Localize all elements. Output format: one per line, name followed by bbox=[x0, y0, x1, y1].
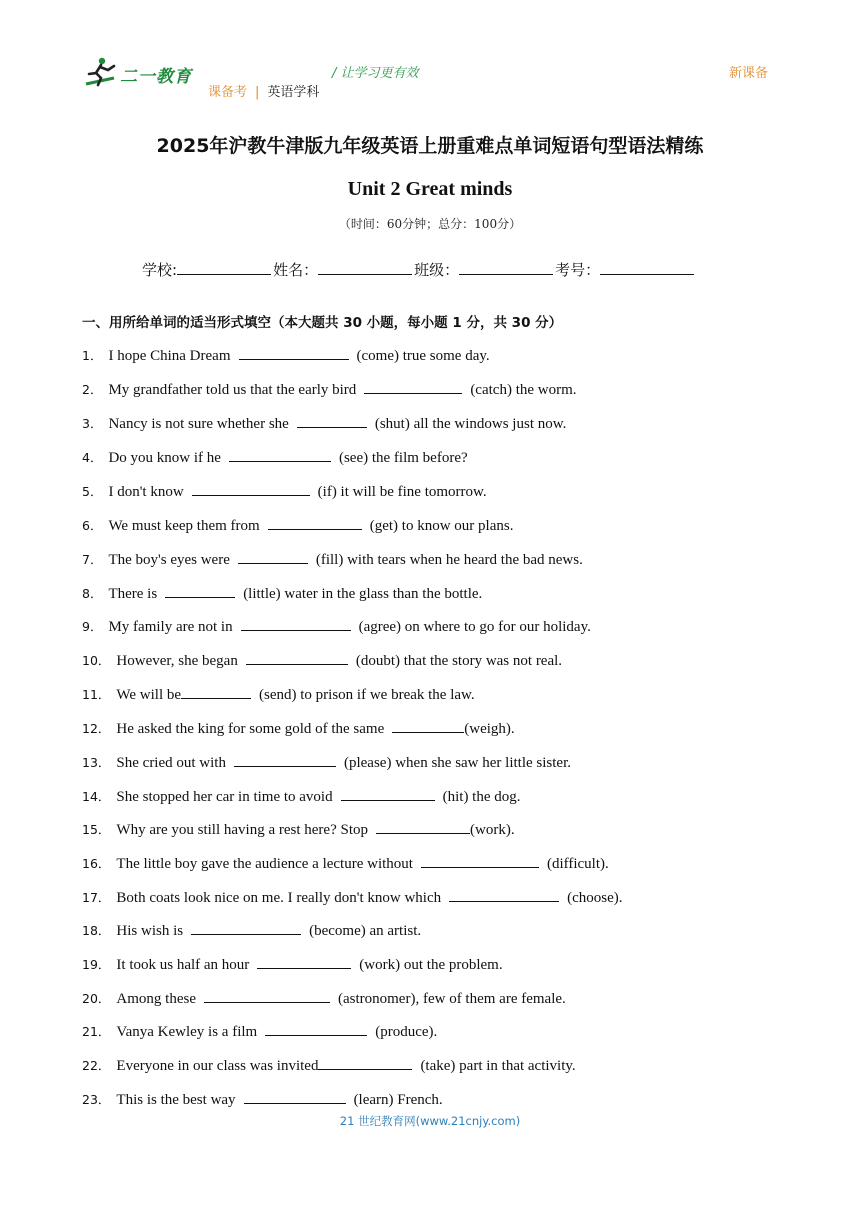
question-item bbox=[82, 515, 513, 535]
question-item bbox=[82, 379, 577, 399]
question-text-before: I don't know bbox=[108, 484, 184, 500]
info-number-label: 考号： bbox=[555, 261, 601, 279]
question-item bbox=[82, 819, 515, 839]
question-item bbox=[82, 1021, 437, 1041]
info-name-blank[interactable] bbox=[318, 260, 412, 275]
question-number: 7． bbox=[82, 552, 103, 567]
question-text-before: My grandfather told us that the early bird bbox=[108, 382, 357, 398]
question-text-before: I hope China Dream bbox=[108, 348, 231, 364]
info-class-blank[interactable] bbox=[459, 260, 553, 275]
question-text-before: Everyone in our class was invited bbox=[116, 1058, 319, 1074]
question-text-after: (work). bbox=[470, 822, 515, 838]
question-number: 5． bbox=[82, 484, 103, 499]
question-text-after: (see) the film before? bbox=[338, 450, 468, 466]
info-number-blank[interactable] bbox=[600, 260, 694, 275]
answer-blank[interactable] bbox=[297, 413, 367, 428]
question-number: 16． bbox=[82, 856, 111, 871]
answer-blank[interactable] bbox=[265, 1021, 367, 1036]
question-number: 20． bbox=[82, 991, 111, 1006]
question-text-before: He asked the king for some gold of the same bbox=[116, 721, 385, 737]
question-number: 8． bbox=[82, 586, 103, 601]
question-text-before: Both coats look nice on me. I really don't know which bbox=[116, 890, 442, 906]
question-text-before: It took us half an hour bbox=[116, 957, 250, 973]
answer-blank[interactable] bbox=[229, 447, 331, 462]
brand-logo bbox=[84, 56, 194, 88]
nav-secondary: 英语学科 bbox=[267, 85, 320, 100]
question-number: 17． bbox=[82, 890, 111, 905]
logo-text: 二一教育 bbox=[120, 67, 192, 87]
question-text-after: (weigh). bbox=[464, 721, 515, 737]
answer-blank[interactable] bbox=[341, 786, 435, 801]
question-text-after: (get) to know our plans. bbox=[369, 518, 514, 534]
question-item bbox=[82, 616, 591, 636]
question-item bbox=[82, 853, 609, 873]
question-number: 14． bbox=[82, 789, 111, 804]
answer-blank[interactable] bbox=[191, 920, 301, 935]
question-number: 6． bbox=[82, 518, 103, 533]
answer-blank[interactable] bbox=[257, 954, 351, 969]
question-text-after: (catch) the worm. bbox=[470, 382, 577, 398]
question-text-before: Why are you still having a rest here? Stop bbox=[116, 822, 369, 838]
question-number: 22． bbox=[82, 1058, 111, 1073]
question-text-before: His wish is bbox=[116, 923, 184, 939]
question-item bbox=[82, 684, 475, 704]
answer-blank[interactable] bbox=[192, 481, 310, 496]
slogan: / 让学习更有效 bbox=[332, 66, 419, 81]
question-number: 10． bbox=[82, 653, 111, 668]
page-header bbox=[0, 0, 860, 110]
time-score: （时间：60分钟；总分：100分） bbox=[338, 217, 522, 231]
question-text-after: (shut) all the windows just now. bbox=[374, 416, 567, 432]
answer-blank[interactable] bbox=[165, 583, 235, 598]
question-item bbox=[82, 650, 562, 670]
question-number: 4． bbox=[82, 450, 103, 465]
unit-title: Unit 2 Great minds bbox=[347, 178, 513, 200]
question-item bbox=[82, 887, 623, 907]
answer-blank[interactable] bbox=[421, 853, 539, 868]
question-text-before: She cried out with bbox=[116, 755, 226, 771]
question-text-after: (doubt) that the story was not real. bbox=[355, 653, 563, 669]
question-text-before: We will be bbox=[116, 687, 182, 703]
question-text-before: The little boy gave the audience a lecture without bbox=[116, 856, 413, 872]
answer-blank[interactable] bbox=[244, 1089, 346, 1104]
nav-primary: 课备考 bbox=[208, 85, 248, 100]
question-text-after: (choose). bbox=[567, 890, 623, 906]
question-number: 2． bbox=[82, 382, 103, 397]
answer-blank[interactable] bbox=[364, 379, 462, 394]
question-text-after: (learn) French. bbox=[353, 1092, 443, 1108]
info-class-label: 班级： bbox=[414, 261, 460, 279]
question-item bbox=[82, 786, 521, 806]
question-text-after: (come) true some day. bbox=[356, 348, 490, 364]
question-item bbox=[82, 583, 482, 603]
question-number: 18． bbox=[82, 923, 111, 938]
question-text-after: (if) it will be fine tomorrow. bbox=[317, 484, 487, 500]
answer-blank[interactable] bbox=[449, 887, 559, 902]
question-item bbox=[82, 481, 487, 501]
page-title: 2025年沪教牛津版九年级英语上册重难点单词短语句型语法精练 bbox=[156, 135, 704, 157]
question-number: 15． bbox=[82, 822, 111, 837]
question-item bbox=[82, 1089, 443, 1109]
question-text-before: There is bbox=[108, 586, 158, 602]
question-text-before: The boy's eyes were bbox=[108, 552, 230, 568]
section-title: 一、用所给单词的适当形式填空（本大题共 30 小题，每小题 1 分，共 30 分） bbox=[82, 315, 563, 331]
student-info-line bbox=[142, 259, 696, 280]
question-text-after: (produce). bbox=[375, 1024, 438, 1040]
answer-blank[interactable] bbox=[238, 549, 308, 564]
question-number: 23． bbox=[82, 1092, 111, 1107]
question-text-after: (little) water in the glass than the bottle. bbox=[243, 586, 483, 602]
question-item bbox=[82, 920, 421, 940]
question-number: 3． bbox=[82, 416, 103, 431]
question-item bbox=[82, 752, 571, 772]
answer-blank[interactable] bbox=[246, 650, 348, 665]
question-text-before: Among these bbox=[116, 991, 196, 1007]
question-text-before: However, she began bbox=[116, 653, 238, 669]
question-item bbox=[82, 549, 583, 569]
question-text-before: This is the best way bbox=[116, 1092, 236, 1108]
question-item bbox=[82, 1055, 576, 1075]
question-item bbox=[82, 413, 566, 433]
question-item bbox=[82, 954, 503, 974]
answer-blank[interactable] bbox=[239, 345, 349, 360]
question-item bbox=[82, 345, 490, 365]
question-item bbox=[82, 447, 468, 467]
question-number: 11． bbox=[82, 687, 111, 702]
question-number: 12． bbox=[82, 721, 111, 736]
header-subnav bbox=[208, 81, 319, 100]
question-number: 13． bbox=[82, 755, 111, 770]
question-text-after: (hit) the dog. bbox=[442, 789, 521, 805]
answer-blank[interactable] bbox=[181, 684, 251, 699]
answer-blank[interactable] bbox=[234, 752, 336, 767]
question-text-before: She stopped her car in time to avoid bbox=[116, 789, 333, 805]
page-footer[interactable]: 21 世纪教育网(www.21cnjy.com) bbox=[339, 1114, 521, 1128]
answer-blank[interactable] bbox=[376, 819, 470, 834]
runner-logo-icon bbox=[84, 56, 120, 88]
answer-blank[interactable] bbox=[392, 718, 464, 733]
answer-blank[interactable] bbox=[204, 988, 330, 1003]
question-item bbox=[82, 988, 566, 1008]
info-name-label: 姓名： bbox=[273, 261, 319, 279]
question-text-after: (take) part in that activity. bbox=[420, 1058, 576, 1074]
question-text-after: (send) to prison if we break the law. bbox=[259, 687, 475, 703]
question-number: 9． bbox=[82, 619, 103, 634]
answer-blank[interactable] bbox=[268, 515, 362, 530]
question-text-after: (please) when she saw her little sister. bbox=[343, 755, 571, 771]
question-number: 21． bbox=[82, 1024, 111, 1039]
answer-blank[interactable] bbox=[241, 616, 351, 631]
question-text-after: (become) an artist. bbox=[309, 923, 422, 939]
question-text-after: (difficult). bbox=[546, 856, 609, 872]
question-text-before: We must keep them from bbox=[108, 518, 260, 534]
question-item bbox=[82, 718, 515, 738]
question-text-before: Vanya Kewley is a film bbox=[116, 1024, 258, 1040]
answer-blank[interactable] bbox=[318, 1055, 412, 1070]
question-text-after: (fill) with tears when he heard the bad news. bbox=[315, 552, 583, 568]
question-text-after: (agree) on where to go for our holiday. bbox=[358, 619, 591, 635]
question-text-before: Do you know if he bbox=[108, 450, 221, 466]
header-right-label: 新课备 bbox=[728, 66, 768, 81]
question-text-after: (work) out the problem. bbox=[359, 957, 503, 973]
question-text-after: (astronomer), few of them are female. bbox=[337, 991, 566, 1007]
info-school-label: 学校: bbox=[142, 261, 178, 279]
question-number: 1． bbox=[82, 348, 103, 363]
question-text-before: Nancy is not sure whether she bbox=[108, 416, 289, 432]
info-school-blank[interactable] bbox=[177, 260, 271, 275]
nav-separator: | bbox=[255, 85, 260, 100]
question-text-before: My family are not in bbox=[108, 619, 233, 635]
question-number: 19． bbox=[82, 957, 111, 972]
